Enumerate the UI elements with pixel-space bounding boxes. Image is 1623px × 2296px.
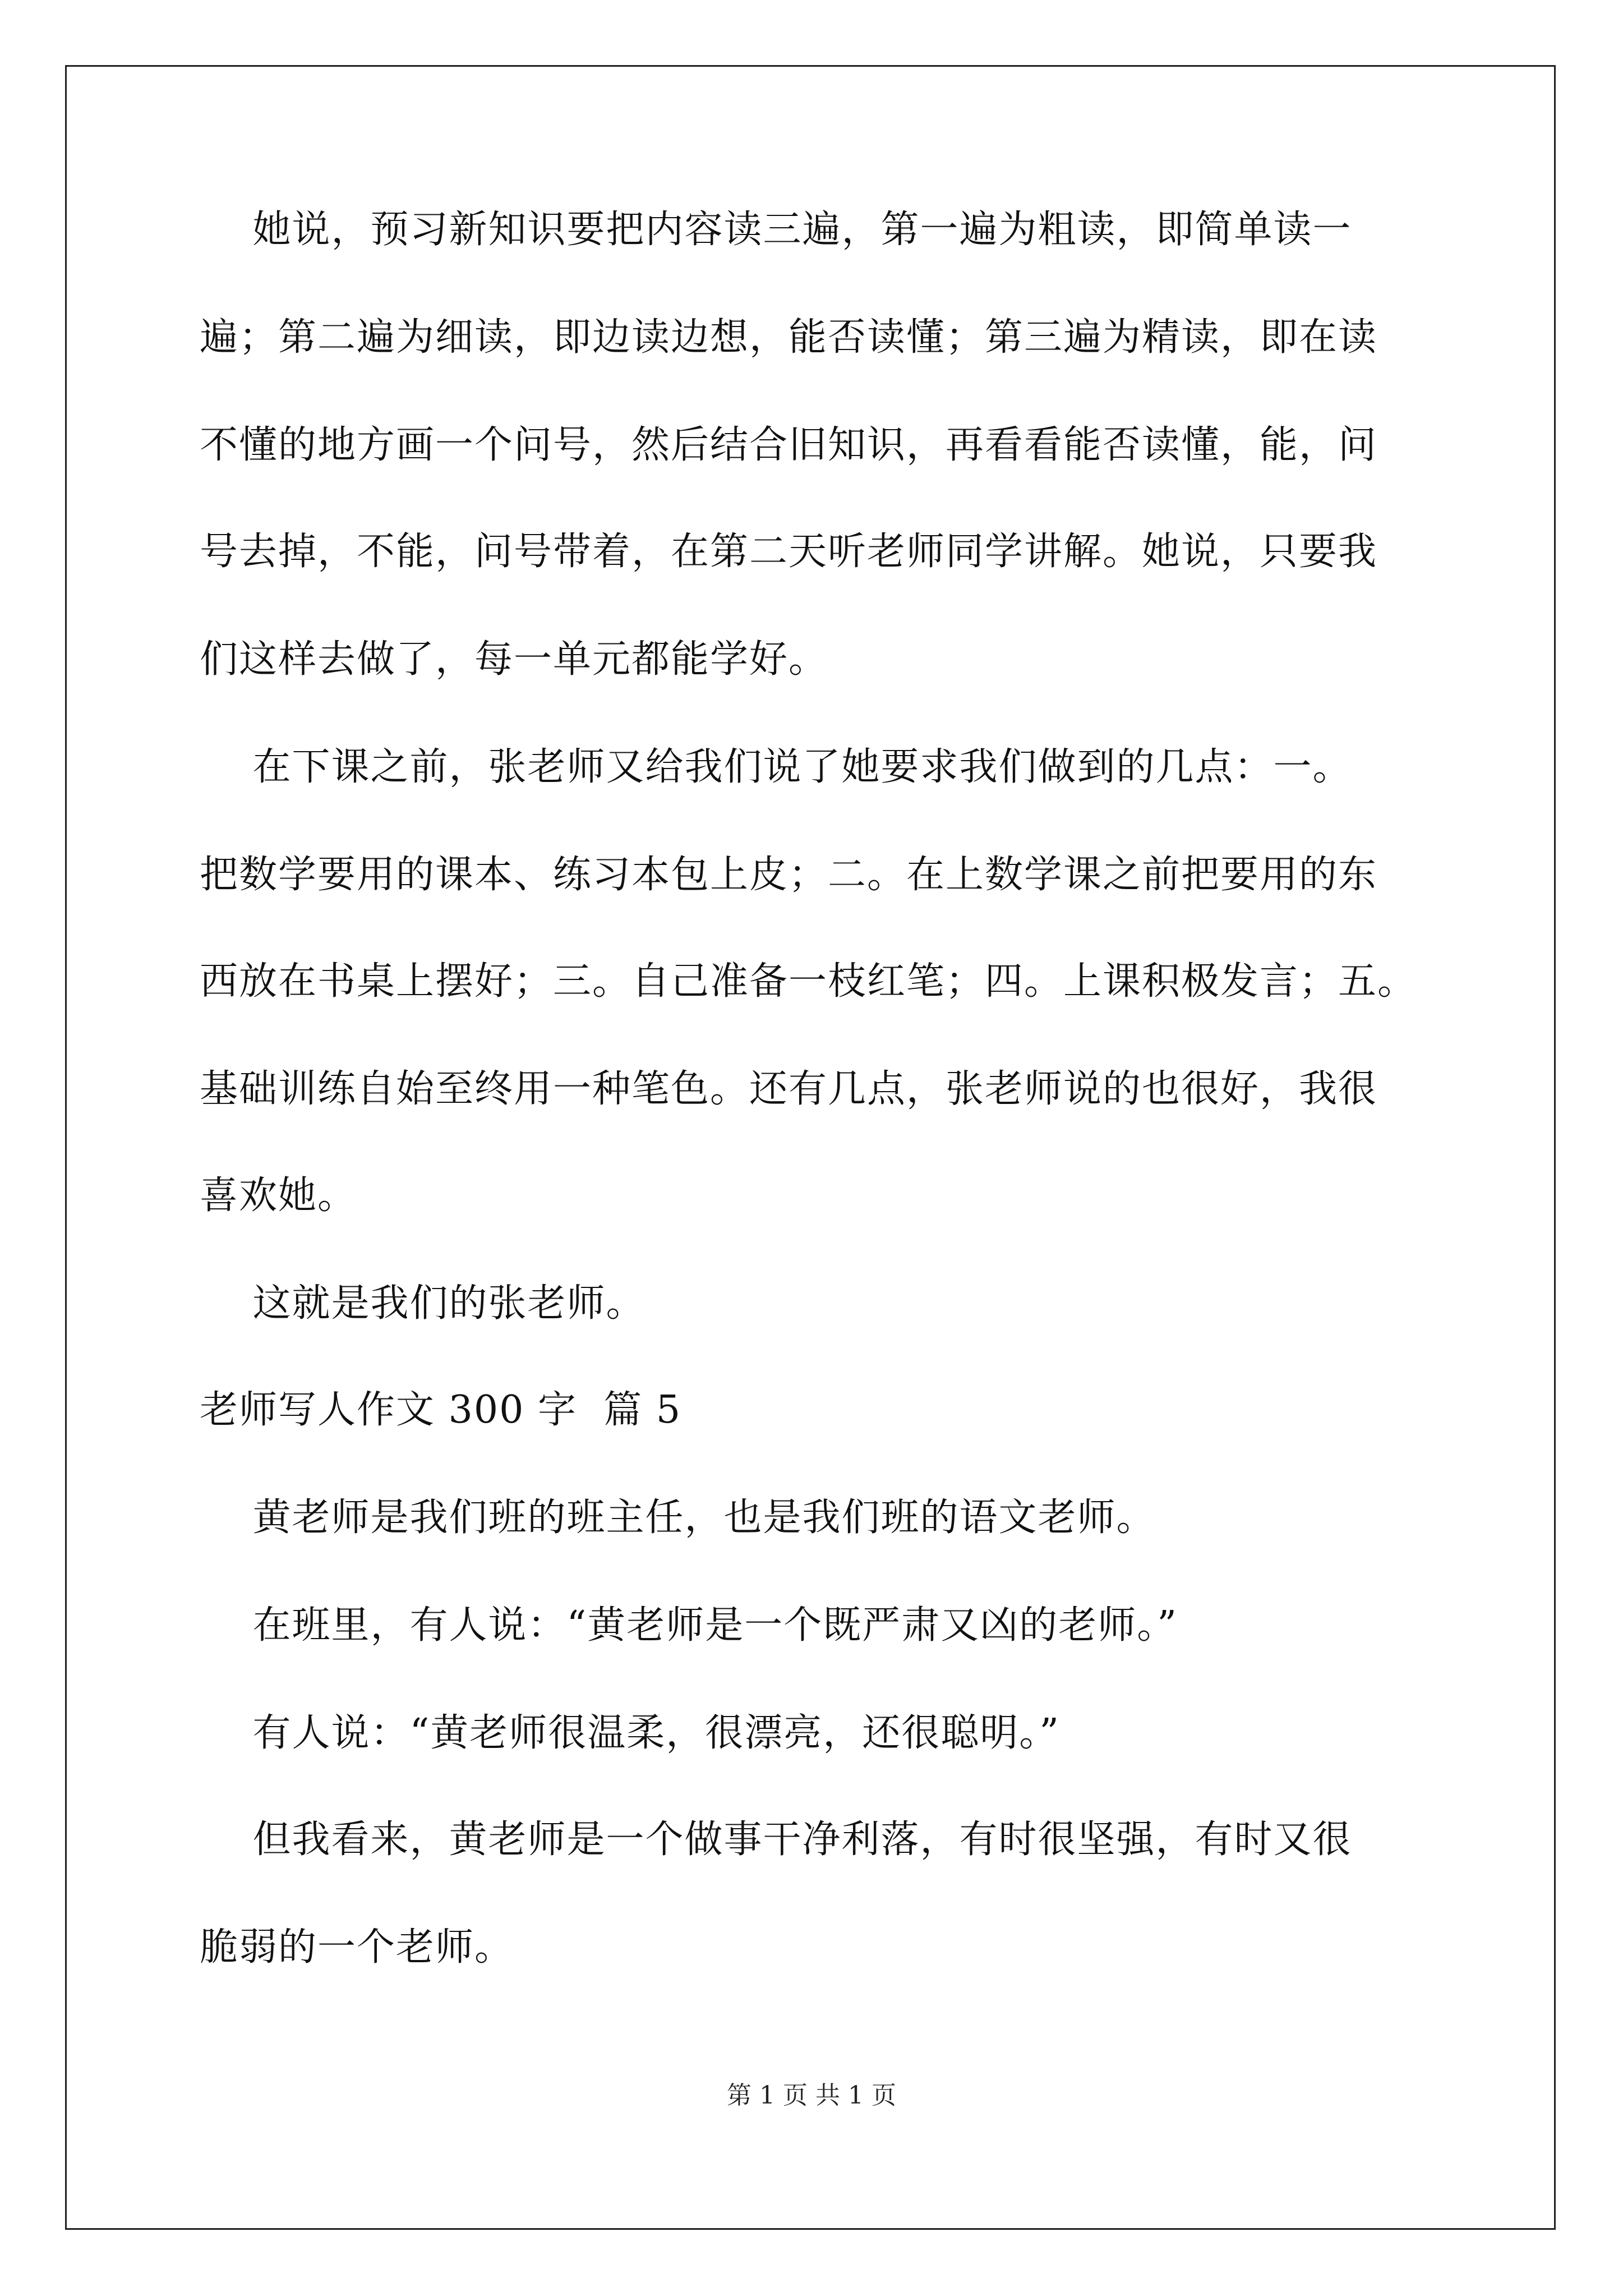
text-line: 在班里，有人说：“黄老师是一个既严肃又凶的老师。” <box>200 1603 1178 1648</box>
text-line: 在下课之前，张老师又给我们说了她要求我们做到的几点：一。 <box>200 745 1352 789</box>
text-line: 这就是我们的张老师。 <box>200 1281 645 1326</box>
text-line: 不懂的地方画一个问号，然后结合旧知识，再看看能否读懂，能，问 <box>200 423 1378 467</box>
page-frame <box>65 65 1556 2230</box>
text-line: 有人说：“黄老师很温柔，很漂亮，还很聪明。” <box>200 1711 1060 1755</box>
text-line: 脆弱的一个老师。 <box>200 1925 514 1970</box>
text-line: 遍；第二遍为细读，即边读边想，能否读懂；第三遍为精读，即在读 <box>200 315 1378 360</box>
text-line: 基础训练自始至终用一种笔色。还有几点，张老师说的也很好，我很 <box>200 1067 1378 1111</box>
section-heading: 老师写人作文 300 字 篇 5 <box>200 1388 682 1432</box>
text-line: 但我看来，黄老师是一个做事干净利落，有时很坚强，有时又很 <box>200 1818 1352 1862</box>
text-line: 她说，预习新知识要把内容读三遍，第一遍为粗读，即简单读一 <box>200 208 1352 252</box>
text-line: 把数学要用的课本、练习本包上皮；二。在上数学课之前把要用的东 <box>200 853 1378 897</box>
text-line: 们这样去做了，每一单元都能学好。 <box>200 637 828 682</box>
page-footer: 第 1 页 共 1 页 <box>727 2081 896 2110</box>
text-line: 喜欢她。 <box>200 1174 357 1218</box>
text-line: 号去掉，不能，问号带着，在第二天听老师同学讲解。她说，只要我 <box>200 530 1378 574</box>
text-line: 黄老师是我们班的班主任，也是我们班的语文老师。 <box>200 1496 1156 1540</box>
text-line: 西放在书桌上摆好；三。自己准备一枝红笔；四。上课积极发言；五。 <box>200 959 1417 1004</box>
